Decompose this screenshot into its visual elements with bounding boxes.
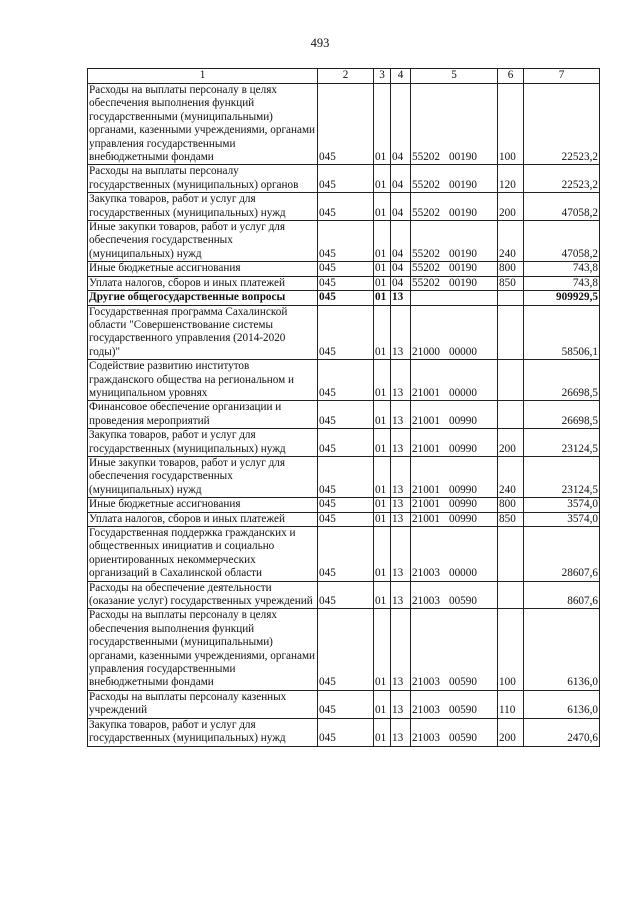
subsection-code-cell: 13 [391, 305, 411, 360]
expense-type-cell [498, 527, 524, 582]
subsection-code-cell: 13 [391, 527, 411, 582]
row-name-cell: Иные закупки товаров, работ и услуг для обеспечения государственных (муниципальных) нужд [88, 456, 318, 497]
admin-code-cell: 045 [318, 193, 374, 221]
section-code-cell: 01 [374, 718, 391, 746]
table-row [88, 527, 600, 582]
table-row [88, 291, 600, 305]
table-row [88, 512, 600, 526]
section-code-cell: 01 [374, 305, 391, 360]
row-name-cell: Расходы на выплаты персоналу казенных учреждений [88, 690, 318, 718]
target-article-part-a: 55202 [412, 206, 440, 219]
amount-cell: 743,8 [524, 276, 600, 290]
target-article-part-b: 00990 [448, 442, 477, 455]
target-article-cell [411, 401, 498, 429]
section-code-cell: 01 [374, 221, 391, 262]
target-article-cell [411, 193, 498, 221]
table-row [88, 276, 600, 290]
target-article-cell [411, 498, 498, 512]
target-article-cell [411, 718, 498, 746]
target-article-part-a: 21001 [412, 498, 440, 511]
row-name-cell: Другие общегосударственные вопросы [88, 291, 318, 305]
target-article-cell [411, 291, 498, 305]
target-article-part-b: 00000 [448, 386, 477, 399]
target-article-part-a: 21003 [412, 595, 440, 608]
table-row [88, 456, 600, 497]
target-article-part-b: 00990 [448, 414, 477, 427]
table-row [88, 690, 600, 718]
subsection-code-cell: 04 [391, 193, 411, 221]
expense-type-cell: 200 [498, 718, 524, 746]
target-article-part-b: 00590 [448, 595, 477, 608]
table-row [88, 581, 600, 609]
section-code-cell: 01 [374, 498, 391, 512]
target-article-cell [411, 276, 498, 290]
expense-type-cell: 800 [498, 262, 524, 276]
row-name-cell: Иные закупки товаров, работ и услуг для обеспечения государственных (муниципальных) нужд [88, 221, 318, 262]
subsection-code-cell: 13 [391, 498, 411, 512]
row-name-cell: Уплата налогов, сборов и иных платежей [88, 512, 318, 526]
amount-cell: 22523,2 [524, 84, 600, 165]
target-article-part-a: 55202 [412, 262, 440, 275]
target-article-part-a: 55202 [412, 276, 440, 289]
subsection-code-cell: 13 [391, 581, 411, 609]
target-article-part-a: 21001 [412, 483, 440, 496]
target-article-part-b: 00590 [448, 704, 477, 717]
target-article-cell [411, 690, 498, 718]
admin-code-cell: 045 [318, 360, 374, 401]
target-article-part-b: 00190 [448, 247, 477, 260]
expense-type-cell: 200 [498, 429, 524, 457]
target-article-part-a: 21003 [412, 676, 440, 689]
target-article-part-a: 55202 [412, 247, 440, 260]
amount-cell: 3574,0 [524, 512, 600, 526]
section-code-cell: 01 [374, 401, 391, 429]
amount-cell: 23124,5 [524, 456, 600, 497]
expense-type-cell [498, 401, 524, 429]
amount-cell: 909929,5 [524, 291, 600, 305]
expense-type-cell: 120 [498, 165, 524, 193]
target-article-part-b: 00000 [448, 567, 477, 580]
row-name-cell: Финансовое обеспечение организации и проведения мероприятий [88, 401, 318, 429]
subsection-code-cell: 04 [391, 84, 411, 165]
table-row [88, 221, 600, 262]
section-code-cell: 01 [374, 512, 391, 526]
amount-cell: 6136,0 [524, 690, 600, 718]
column-header: 1 [88, 69, 318, 84]
target-article-part-b: 00190 [448, 206, 477, 219]
admin-code-cell: 045 [318, 165, 374, 193]
admin-code-cell: 045 [318, 262, 374, 276]
expense-type-cell [498, 305, 524, 360]
admin-code-cell: 045 [318, 581, 374, 609]
row-name-cell: Закупка товаров, работ и услуг для государственных (муниципальных) нужд [88, 429, 318, 457]
target-article-part-a: 21001 [412, 512, 440, 525]
expense-type-cell: 110 [498, 690, 524, 718]
subsection-code-cell: 13 [391, 609, 411, 690]
subsection-code-cell: 13 [391, 690, 411, 718]
target-article-cell [411, 360, 498, 401]
section-code-cell: 01 [374, 291, 391, 305]
table-row [88, 718, 600, 746]
table-row [88, 360, 600, 401]
subsection-code-cell: 13 [391, 512, 411, 526]
row-name-cell: Расходы на обеспечение деятельности (оказание услуг) государственных учреждений [88, 581, 318, 609]
admin-code-cell: 045 [318, 456, 374, 497]
target-article-part-a: 21001 [412, 386, 440, 399]
target-article-cell [411, 305, 498, 360]
section-code-cell: 01 [374, 456, 391, 497]
target-article-part-b: 00990 [448, 498, 477, 511]
row-name-cell: Закупка товаров, работ и услуг для государственных (муниципальных) нужд [88, 718, 318, 746]
budget-table [87, 68, 600, 747]
target-article-part-a: 21000 [412, 345, 440, 358]
row-name-cell: Иные бюджетные ассигнования [88, 498, 318, 512]
target-article-part-b: 00000 [448, 345, 477, 358]
page-number: 493 [310, 36, 330, 50]
target-article-part-a: 21001 [412, 414, 440, 427]
admin-code-cell: 045 [318, 609, 374, 690]
expense-type-cell: 850 [498, 276, 524, 290]
target-article-part-b: 00990 [448, 512, 477, 525]
table-row [88, 498, 600, 512]
amount-cell: 26698,5 [524, 401, 600, 429]
table-row [88, 84, 600, 165]
expense-type-cell [498, 360, 524, 401]
target-article-part-a: 55202 [412, 178, 440, 191]
target-article-part-b: 00190 [448, 276, 477, 289]
admin-code-cell: 045 [318, 84, 374, 165]
row-name-cell: Содействие развитию институтов гражданского общества на региональном и муниципальном уровнях [88, 360, 318, 401]
column-header: 7 [524, 69, 600, 84]
target-article-part-a: 21003 [412, 567, 440, 580]
amount-cell: 47058,2 [524, 193, 600, 221]
target-article-cell [411, 581, 498, 609]
section-code-cell: 01 [374, 84, 391, 165]
amount-cell: 28607,6 [524, 527, 600, 582]
table-row [88, 262, 600, 276]
column-header: 6 [498, 69, 524, 84]
admin-code-cell: 045 [318, 512, 374, 526]
target-article-part-b: 00590 [448, 676, 477, 689]
amount-cell: 22523,2 [524, 165, 600, 193]
target-article-cell [411, 429, 498, 457]
subsection-code-cell: 13 [391, 360, 411, 401]
target-article-part-b: 00190 [448, 262, 477, 275]
section-code-cell: 01 [374, 193, 391, 221]
amount-cell: 2470,6 [524, 718, 600, 746]
target-article-cell [411, 456, 498, 497]
column-header: 2 [318, 69, 374, 84]
admin-code-cell: 045 [318, 527, 374, 582]
column-header: 3 [374, 69, 391, 84]
subsection-code-cell: 04 [391, 165, 411, 193]
amount-cell: 26698,5 [524, 360, 600, 401]
amount-cell: 8607,6 [524, 581, 600, 609]
header-row [88, 69, 600, 84]
section-code-cell: 01 [374, 360, 391, 401]
row-name-cell: Государственная поддержка гражданских и общественных инициатив и социально ориентированных некоммерческих организаций в Сахалинской области [88, 527, 318, 582]
subsection-code-cell: 13 [391, 291, 411, 305]
section-code-cell: 01 [374, 262, 391, 276]
target-article-cell [411, 84, 498, 165]
expense-type-cell [498, 581, 524, 609]
expense-type-cell: 200 [498, 193, 524, 221]
table-row [88, 401, 600, 429]
admin-code-cell: 045 [318, 498, 374, 512]
target-article-part-b: 00190 [448, 151, 477, 164]
amount-cell: 6136,0 [524, 609, 600, 690]
subsection-code-cell: 04 [391, 221, 411, 262]
amount-cell: 3574,0 [524, 498, 600, 512]
section-code-cell: 01 [374, 609, 391, 690]
row-name-cell: Расходы на выплаты персоналу государственных (муниципальных) органов [88, 165, 318, 193]
target-article-part-a: 55202 [412, 151, 440, 164]
admin-code-cell: 045 [318, 291, 374, 305]
section-code-cell: 01 [374, 581, 391, 609]
admin-code-cell: 045 [318, 718, 374, 746]
target-article-part-a: 21003 [412, 704, 440, 717]
target-article-part-a: 21001 [412, 442, 440, 455]
target-article-cell [411, 221, 498, 262]
target-article-part-a: 21003 [412, 732, 440, 745]
expense-type-cell: 240 [498, 221, 524, 262]
section-code-cell: 01 [374, 276, 391, 290]
column-header: 4 [391, 69, 411, 84]
subsection-code-cell: 13 [391, 401, 411, 429]
row-name-cell: Расходы на выплаты персоналу в целях обеспечения выполнения функций государственными (муниципальными) органами, казенными учреждениями, органами управления государственными внебюджетными фондами [88, 84, 318, 165]
admin-code-cell: 045 [318, 401, 374, 429]
admin-code-cell: 045 [318, 429, 374, 457]
subsection-code-cell: 13 [391, 429, 411, 457]
column-header: 5 [411, 69, 498, 84]
subsection-code-cell: 13 [391, 456, 411, 497]
section-code-cell: 01 [374, 690, 391, 718]
expense-type-cell: 800 [498, 498, 524, 512]
target-article-part-b: 00590 [448, 732, 477, 745]
table-row [88, 609, 600, 690]
target-article-part-b: 00190 [448, 178, 477, 191]
row-name-cell: Расходы на выплаты персоналу в целях обеспечения выполнения функций государственными (муниципальными) органами, казенными учреждениями, органами управления государственными внебюджетными фондами [88, 609, 318, 690]
table-row [88, 305, 600, 360]
expense-type-cell: 850 [498, 512, 524, 526]
section-code-cell: 01 [374, 527, 391, 582]
section-code-cell: 01 [374, 429, 391, 457]
expense-type-cell: 240 [498, 456, 524, 497]
target-article-cell [411, 512, 498, 526]
admin-code-cell: 045 [318, 276, 374, 290]
target-article-cell [411, 165, 498, 193]
amount-cell: 23124,5 [524, 429, 600, 457]
target-article-cell [411, 262, 498, 276]
table-row [88, 165, 600, 193]
amount-cell: 743,8 [524, 262, 600, 276]
admin-code-cell: 045 [318, 690, 374, 718]
target-article-cell [411, 527, 498, 582]
row-name-cell: Уплата налогов, сборов и иных платежей [88, 276, 318, 290]
section-code-cell: 01 [374, 165, 391, 193]
table-row [88, 429, 600, 457]
subsection-code-cell: 13 [391, 718, 411, 746]
subsection-code-cell: 04 [391, 262, 411, 276]
target-article-part-b: 00990 [448, 483, 477, 496]
admin-code-cell: 045 [318, 305, 374, 360]
expense-type-cell: 100 [498, 84, 524, 165]
expense-type-cell [498, 291, 524, 305]
row-name-cell: Иные бюджетные ассигнования [88, 262, 318, 276]
target-article-cell [411, 609, 498, 690]
amount-cell: 47058,2 [524, 221, 600, 262]
row-name-cell: Закупка товаров, работ и услуг для государственных (муниципальных) нужд [88, 193, 318, 221]
expense-type-cell: 100 [498, 609, 524, 690]
subsection-code-cell: 04 [391, 276, 411, 290]
table-row [88, 193, 600, 221]
amount-cell: 58506,1 [524, 305, 600, 360]
admin-code-cell: 045 [318, 221, 374, 262]
row-name-cell: Государственная программа Сахалинской области "Совершенствование системы государственного управления (2014-2020 годы)" [88, 305, 318, 360]
